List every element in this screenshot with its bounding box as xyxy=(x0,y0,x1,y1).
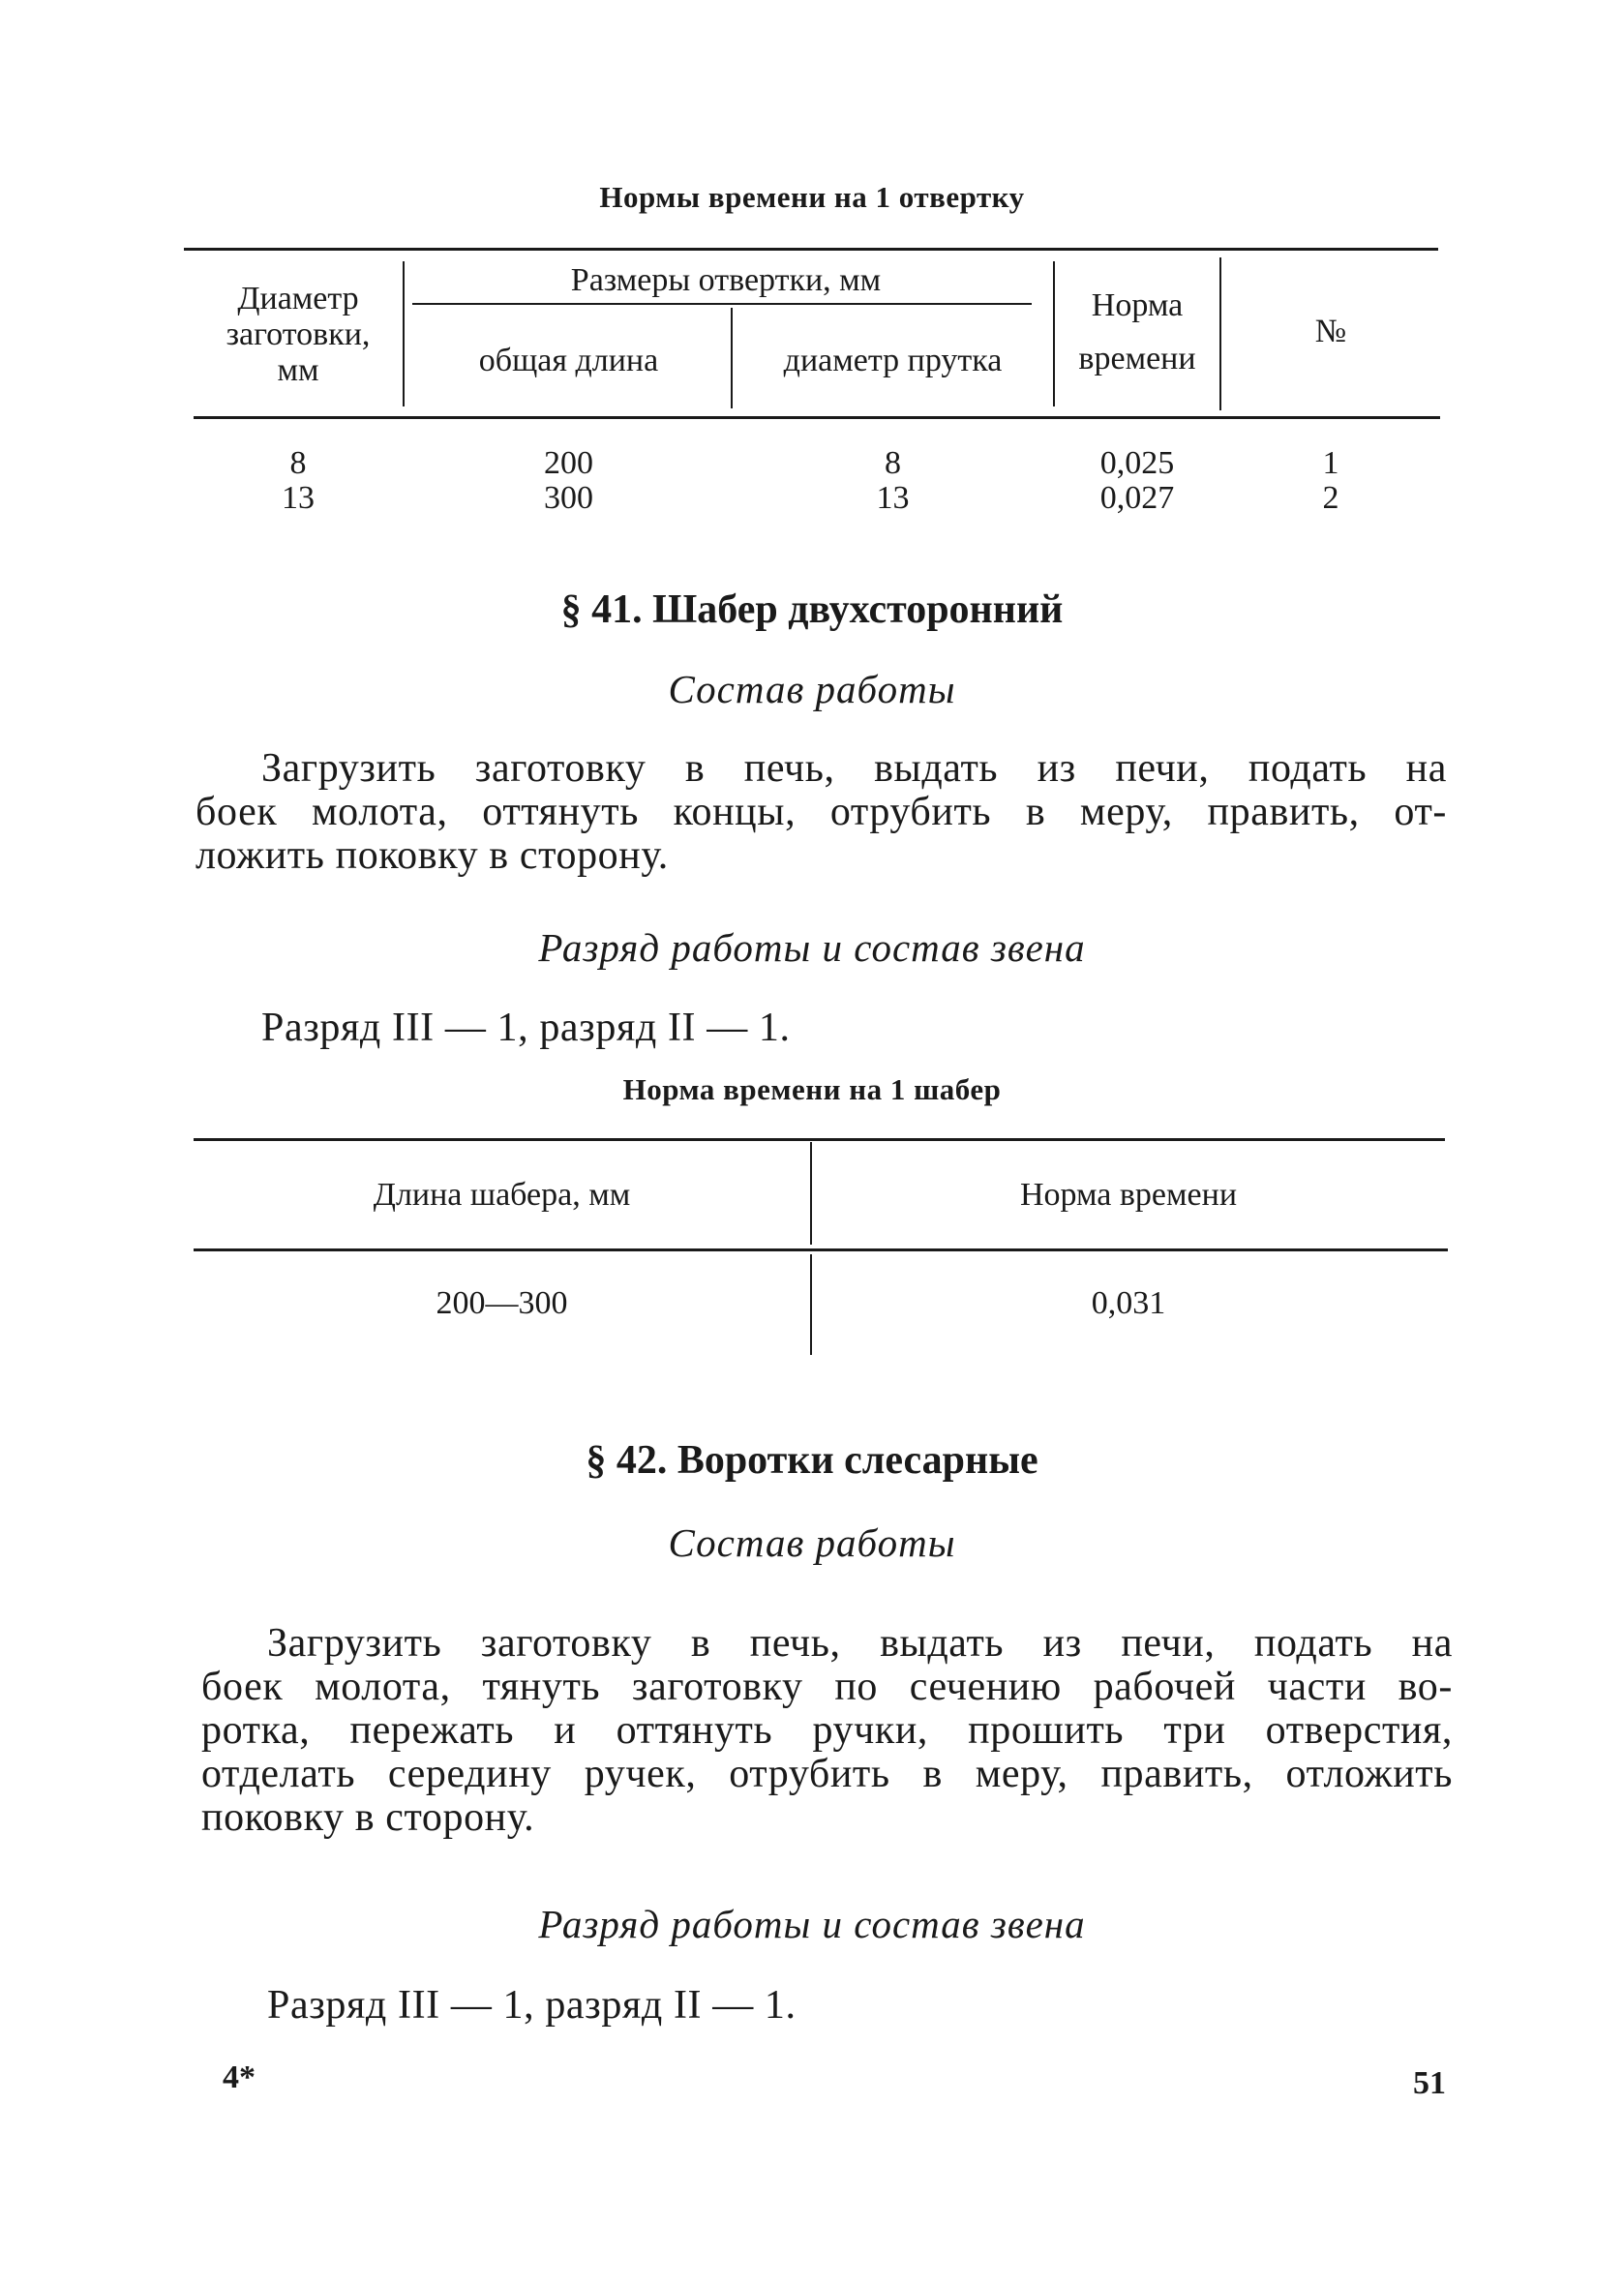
section41-work-text: Загрузить заготовку в печь, выдать из печи, подать на боек молота, оттянуть концы, отрубить в меру, править, от- ложить поковку в сторону. xyxy=(195,746,1447,878)
table1-header-number: № xyxy=(1314,314,1347,349)
section42-work-text: Загрузить заготовку в печь, выдать из печи, подать на боек молота, тянуть заготовку по сечению рабочей части во- ротка, пережать и оттянуть ручки, прошить три отверстия, отделать середину ручек, отрубить в меру, править, отложить поковку в сторону. xyxy=(201,1621,1453,1840)
table2-header-norm: Норма времени xyxy=(1019,1177,1238,1213)
table2-header-rule xyxy=(194,1248,1448,1251)
table1-header-length: общая длина xyxy=(478,343,659,378)
table1-header-rule xyxy=(194,416,1440,419)
table2-top-rule xyxy=(194,1138,1445,1141)
section41-heading: § 41. Шабер двухсторонний xyxy=(560,587,1064,632)
table1-vline xyxy=(403,261,405,406)
section42-grade-text: Разряд III — 1, разряд II — 1. xyxy=(267,1983,797,2028)
table1-group-rule xyxy=(412,303,1032,305)
table1-top-rule xyxy=(184,248,1438,251)
section41-grade-title: Разряд работы и состав звена xyxy=(538,925,1086,970)
section42-grade-title: Разряд работы и состав звена xyxy=(538,1902,1086,1946)
page-number: 51 xyxy=(1413,2065,1446,2101)
table2-header-length: Длина шабера, мм xyxy=(373,1177,631,1213)
signature-mark: 4* xyxy=(223,2060,256,2095)
section42-heading: § 42. Воротки слесарные xyxy=(586,1438,1038,1483)
table2-caption: Норма времени на 1 шабер xyxy=(622,1072,1002,1106)
section41-work-title: Состав работы xyxy=(668,667,956,711)
table1-header-norm: Норма времени xyxy=(1078,287,1196,376)
table-row: 200—300 0,031 xyxy=(436,1285,1166,1321)
table-row: 13 300 13 0,027 2 xyxy=(282,480,1339,516)
table1-header-sizes: Размеры отвертки, мм xyxy=(570,262,882,298)
table1-header-diameter: Диаметр заготовки, мм xyxy=(226,281,371,388)
table1-header-rod: диаметр прутка xyxy=(783,343,1003,378)
section41-grade-text: Разряд III — 1, разряд II — 1. xyxy=(261,1006,791,1050)
table-row: 8 200 8 0,025 1 xyxy=(289,445,1339,481)
table1-caption: Нормы времени на 1 отвертку xyxy=(599,180,1025,214)
section42-work-title: Состав работы xyxy=(668,1520,956,1565)
